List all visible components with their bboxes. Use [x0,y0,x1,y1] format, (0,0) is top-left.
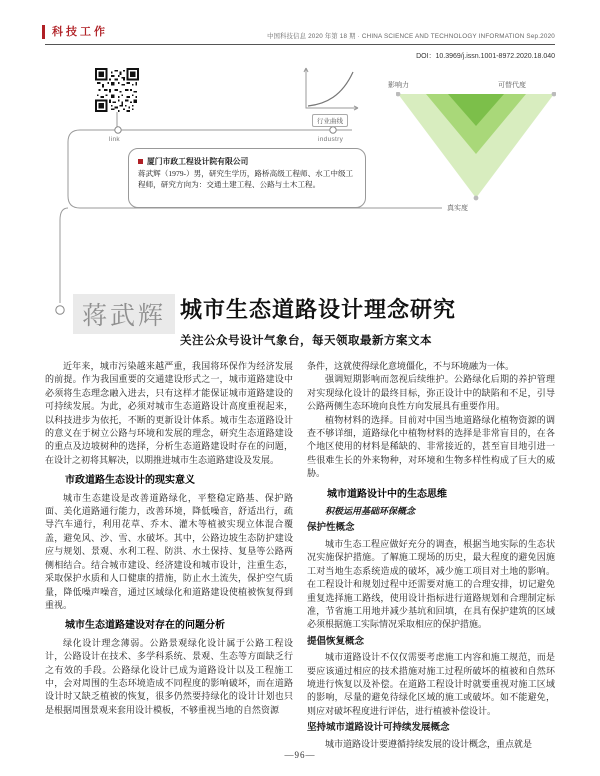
industry-node-label: industry [318,136,344,143]
author-affiliation-text: 厦门市政工程设计院有限公司 [147,157,249,166]
radar-label-influence: 影响力 [388,82,409,89]
industry-curve-chart [296,64,362,114]
sub-heading: 提倡恢复概念 [307,636,365,647]
body-paragraph: 植物材料的选择。目前对中国当地道路绿化植物资源的调查不够详细，道路绿化中植物材料的选择是非常盲目的，在各个地区使用的材料是稀缺的、非常接近的，甚至盲目地引进一些很难生长的外来物种，对环境和生物多样性构成了巨大的威胁。 [307,414,555,479]
author-info-box [128,148,366,208]
article-title: 城市生态道路设计理念研究 [180,297,457,322]
author-name: 蒋武辉 [81,303,166,330]
body-paragraph: 近年来，城市污染越来越严重，我国将环保作为经济发展的前提。作为我国重要的交通建设形式之一，城市道路建设中必须将生态理念融入进去，只有这样才能保证城市道路建设的可持续发展。为此，必须对城市生态道路设计高度重视起来，以科技进步为依托，不断的更新设计体系。城市生态道路设计的意义在于树立公路与环境和发展的理念，研究生态道路建设的重点及边坡树种的选择，分析生态道路建设时存在的问题，在设计之初将其解决，以期推进城市生态道路建设及发展。 [45,361,293,465]
sub-heading: 积极运用基础环保概念 [325,506,416,517]
section-heading: 城市生态道路建设对存在的问题分析 [65,620,225,632]
body-paragraph: 强调短期影响而忽视后续维护。公路绿化后期的养护管理对实现绿化设计的最终目标，弥正设计中的缺陷和不足，引导公路两侧生态环境向良性方向发展具有重要作用。 [307,374,555,412]
section-heading: 市政道路生态设计的现实意义 [65,475,195,487]
qr-code [95,68,139,112]
header-section-label: 科技工作 [42,25,108,39]
body-paragraph: 绿化设计理念薄弱。公路景观绿化设计属于公路工程设计，公路设计在技术、多学科系统、景观、生态等方面缺乏行之有效的手段。公路绿化设计已成为道路设计以及工程施工中，会对周围的生态环境造成不同程度的影响破坏，而在道路设计时又缺乏植被的恢复，很多仍然要持绿化的设计计划也只是根据周围景观来套用设计模板，不够重视当地的自然资源 [45,637,293,715]
page-number: —96— [284,750,316,760]
industry-curve-label: 行业曲线 [312,114,348,127]
body-paragraph: 城市道路设计要遵循持续发展的设计概念，重点就是 [325,738,533,749]
doi-text: DOI：10.3969/j.issn.1001-8972.2020.18.040 [416,53,555,60]
journal-info: 中国科技信息 2020 年第 18 期 · CHINA SCIENCE AND TECHNOLOGY INFORMATION Sep.2020 [267,33,555,40]
radar-chart [396,92,556,204]
article-subtitle: 关注公众号设计气象台，每天领取最新方案文本 [180,335,432,347]
body-paragraph: 条件，这就使得绿化意境僵化，不与环境融为一体。 [307,361,515,371]
body-paragraph: 城市生态工程应做好充分的调查，根据当地实际的生态状况实施保护措施。了解施工现场的历史，最大程度的避免因施工对当地生态系统造成的破坏，减少施工项目对土地的影响。在工程设计和规划过程中还需要对施工的合理安排，切记避免重复选择施工路线，使用设计指标进行道路规划和合理制定标准，节省施工用地并减少基坑和回填，在具有保护建筑的区域必须根据施工实际情况采取相应的保护措施。 [307,538,555,630]
section-heading: 城市道路设计中的生态思维 [327,488,447,500]
body-paragraph: 城市道路设计不仅仅需要考虑施工内容和施工规范，而是要应该通过相应的技术措施对施工过程所破坏的植被和自然环境进行恢复以及补偿。在道路工程设计时就要重视对施工区域的影响，尽量的避免待绿化区域的施工或破坏。如不能避免，则应对破坏程度进行评估，进行植被补偿设计。 [307,652,555,716]
sub-heading: 坚持城市道路设计可持续发展概念 [307,723,450,734]
author-affiliation [138,156,356,167]
body-paragraph: 城市生态建设是改善道路绿化，平整稳定路基、保护路面、美化道路通行能力，改善环境，降低噪音，舒适出行，疏导汽车通行，利用花草、乔木、灌木等植被实现立体混合覆盖，避免风、沙、雪、水破坏。其中，公路边坡生态防护建设应与规划、景观、水利工程、防洪、水土保持、复垦等公路两侧相结合。结合城市建设、经济建设和城市设计，注重生态，采取保护水质和人口健康的措施，防止水土流失，保护空气质量，降低噪声噪音，通过区域绿化和道路建设使植被恢复得到重视。 [45,492,293,610]
left-column [45,360,293,750]
author-bio: 蒋武辉（1979-）男，研究生学历，路桥高级工程师、水工中级工程师，研究方向为：交通土建工程、公路与土木工程。 [138,169,354,189]
article-body [45,360,555,750]
link-node-label: link [109,136,120,143]
radar-label-replaceability: 可替代度 [498,82,526,89]
red-square-bullet [138,159,143,164]
author-name-box [73,294,175,334]
sub-heading: 保护性概念 [307,523,355,534]
radar-label-authenticity: 真实度 [447,205,468,212]
right-column [307,360,555,750]
header-rule [45,44,555,45]
